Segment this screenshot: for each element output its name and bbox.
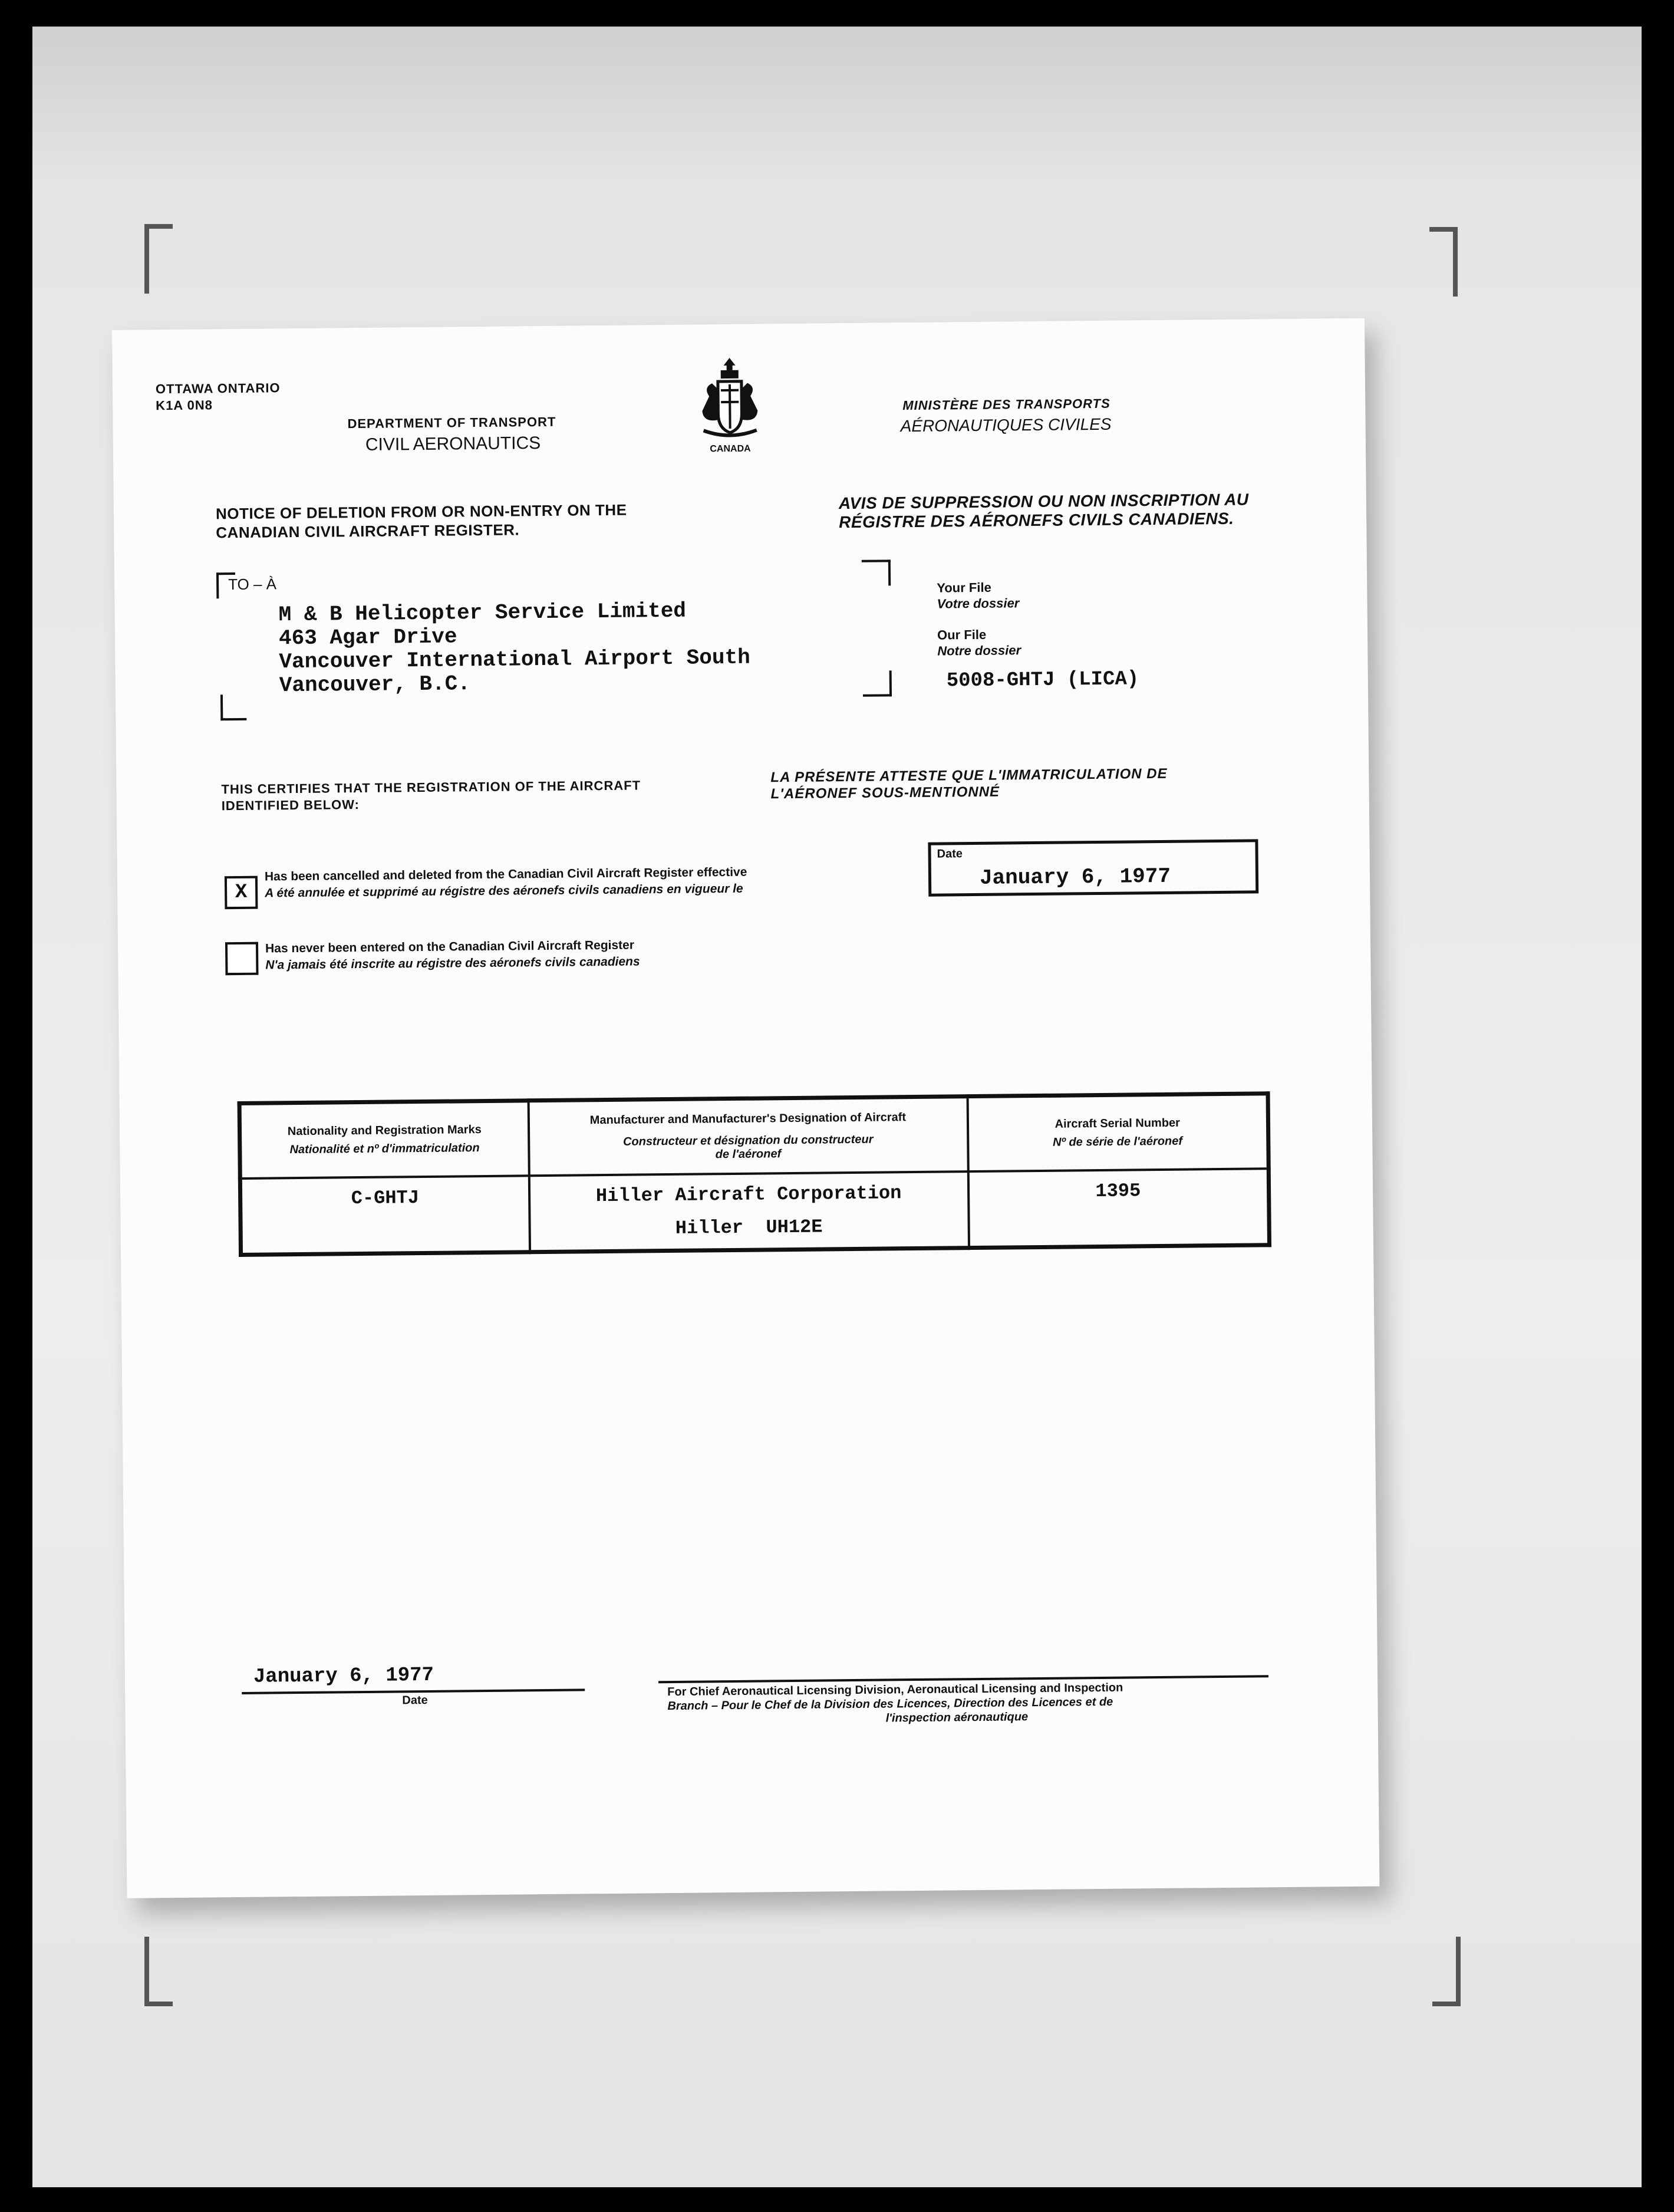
header-registration-en: Nationality and Registration Marks [287,1123,482,1138]
never-entered-checkbox[interactable] [225,942,259,976]
to-label: TO – À [228,575,277,594]
your-file-label-fr: Votre dossier [937,595,1020,611]
department-fr: MINISTÈRE DES TRANSPORTS [902,396,1110,413]
effective-date-value: January 6, 1977 [979,864,1171,890]
file-bracket-top [862,559,891,585]
our-file-number: 5008-GHTJ (LICA) [946,668,1139,693]
file-bracket-bottom [863,670,892,696]
table-row [240,1168,1269,1255]
department-en: DEPARTMENT OF TRANSPORT [347,414,556,432]
model-value: Hiller UH12E [675,1216,823,1239]
our-file-label-fr: Notre dossier [937,643,1021,659]
table-header-row [239,1094,1268,1179]
footer-date-label: Date [402,1693,428,1707]
registration-value: C-GHTJ [351,1187,420,1210]
our-file-label-en: Our File [937,627,987,643]
aircraft-details-table [238,1091,1271,1257]
effective-date-label: Date [937,847,963,861]
notice-title-en-line2: CANADIAN CIVIL AIRCRAFT REGISTER. [216,521,520,542]
notice-title-fr-line2: RÉGISTRE DES AÉRONEFS CIVILS CANADIENS. [839,509,1234,532]
header-serial-number [967,1094,1268,1171]
cancelled-checkbox[interactable]: X [225,876,258,910]
cancelled-text-en: Has been cancelled and deleted from the Canadian Civil Aircraft Register effective [264,865,747,884]
addressee-line-1: M & B Helicopter Service Limited [278,598,687,627]
manufacturer-value: Hiller Aircraft Corporation [595,1182,902,1207]
header-manufacturer-en: Manufacturer and Manufacturer's Designation of Aircraft [589,1110,907,1127]
crop-mark-bottom-left [144,1937,173,2006]
branch-en: CIVIL AERONAUTICS [365,433,541,455]
header-serial-fr: Nº de série de l'aéronef [1052,1134,1183,1149]
notice-title-en-line1: NOTICE OF DELETION FROM OR NON-ENTRY ON THE [215,501,627,523]
header-serial-en: Aircraft Serial Number [1055,1116,1180,1131]
crop-mark-top-left [144,224,173,294]
addressee-line-2: 463 Agar Drive [278,624,457,651]
your-file-label-en: Your File [937,580,991,595]
address-line-1: OTTAWA ONTARIO [155,380,281,397]
signature-caption-line1: For Chief Aeronautical Licensing Division, Aeronautical Licensing and Inspection [667,1681,1123,1699]
header-registration-fr: Nationalité et nº d'immatriculation [289,1141,480,1157]
certify-fr-line2: L'AÉRONEF SOUS-MENTIONNÉ [770,784,1000,802]
signature-line [658,1675,1268,1683]
crop-mark-bottom-right [1432,1937,1461,2006]
addressee-line-3: Vancouver International Airport South [279,645,750,674]
header-manufacturer-fr-line2: de l'aéronef [715,1147,782,1161]
crop-mark-top-right [1429,227,1458,297]
address-line-2: K1A 0N8 [156,397,213,413]
header-manufacturer-fr-line1: Constructeur et désignation du constructeur [622,1133,874,1148]
effective-date-box [928,839,1258,896]
canada-coat-of-arms-icon [691,354,769,455]
footer-date-value: January 6, 1977 [253,1664,434,1688]
serial-value: 1395 [1095,1180,1141,1203]
never-entered-text-en: Has never been entered on the Canadian Civil Aircraft Register [265,938,635,956]
certify-fr-line1: LA PRÉSENTE ATTESTE QUE L'IMMATRICULATION DE [770,765,1168,786]
header-manufacturer [528,1097,968,1176]
notice-title-fr-line1: AVIS DE SUPPRESSION OU NON INSCRIPTION AU [838,490,1249,513]
signature-caption-line2: Branch – Pour le Chef de la Division des Licences, Direction des Licences et de [667,1695,1113,1713]
cancelled-text-fr: A été annulée et supprimé au régistre des aéronefs civils canadiens en vigueur le [265,881,743,900]
never-entered-text-fr: N'a jamais été inscrite au régistre des aéronefs civils canadiens [265,954,640,972]
crest-caption: CANADA [710,443,751,455]
certify-en-line2: IDENTIFIED BELOW: [221,797,360,814]
addressee-line-4: Vancouver, B.C. [279,672,471,698]
deletion-notice-document [112,318,1379,1898]
cell-serial [968,1168,1269,1247]
certify-en-line1: THIS CERTIFIES THAT THE REGISTRATION OF THE AIRCRAFT [221,778,641,797]
cell-manufacturer [529,1171,968,1252]
signature-caption-line3: l'inspection aéronautique [885,1710,1029,1725]
addressee-bracket-bottom [220,694,246,720]
header-registration-marks [239,1101,529,1179]
cell-registration [240,1176,529,1255]
branch-fr: AÉRONAUTIQUES CIVILES [900,414,1112,436]
